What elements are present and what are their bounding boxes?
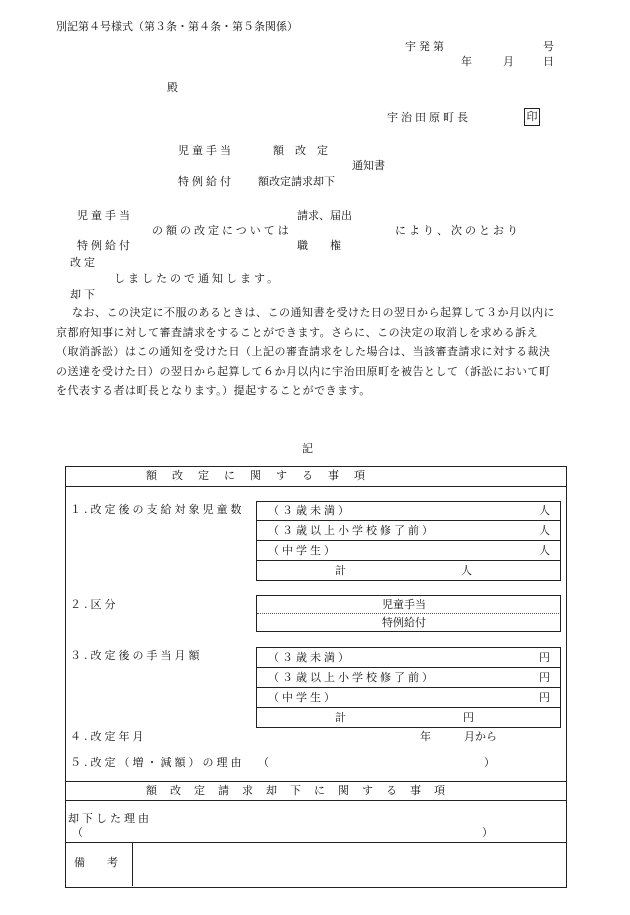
seal-mark: 印 [524,108,540,126]
title-right-bottom: 額改定請求却下 [258,175,335,188]
title-left-top: 児童手当 [178,144,234,157]
item1-total-label: 計 [335,564,346,577]
doc-number-suffix: 号 [543,40,554,53]
table-divider [66,842,566,843]
intro-allowance-2: 特例給付 [77,239,133,252]
item4-month: 月から [464,730,497,743]
intro-allowance-1: 児童手当 [77,209,133,222]
ki-heading: 記 [302,442,313,455]
item3-total-unit: 円 [463,711,474,724]
item3-row-unit: 円 [539,651,550,664]
item1-row-line [257,540,560,541]
date-year: 年 [461,55,472,68]
table-divider [66,486,566,487]
item3-row-label: （中学生） [268,691,338,704]
item3-row-label: （３歳以上小学校修了前） [268,671,436,684]
intro-by-text: により、次のとおり [395,224,521,237]
doc-number-prefix: 宇発第 [405,40,447,53]
item1-total-unit: 人 [461,564,472,577]
item3-row-label: （３歳未満） [268,651,352,664]
date-month: 月 [503,55,514,68]
reject-paren-open: （ [72,826,83,839]
item5-paren-open: （ [258,756,269,769]
item1-row-unit: 人 [539,524,550,537]
intro-notice-text: しましたので通知します。 [114,272,282,285]
addressee: 殿 [167,81,178,94]
date-day: 日 [543,55,554,68]
item2-dotted-divider [257,613,559,614]
title-left-bottom: 特例給付 [178,175,234,188]
item4-year: 年 [420,730,431,743]
item1-row-label: （３歳未満） [268,504,352,517]
title-right-top: 額 改 定 [273,144,328,157]
table-divider [66,800,566,801]
intro-reason-2: 職 権 [297,239,341,252]
item2-label: ２.区分 [70,598,119,611]
table-header-rejection: 額 改 定 請 求 却 下 に 関 す る 事 項 [146,784,446,797]
item2-option-child: 児童手当 [382,598,426,611]
item1-row-line [257,520,560,521]
item5-label: ５.改定（増・減額）の理由 [70,756,245,769]
reject-reason-label: 却下した理由 [68,812,152,825]
item3-row-unit: 円 [539,671,550,684]
appeal-text: なお、この決定に不服のあるときは、この通知書を受けた日の翌日から起算して３か月以内に京都府知事に対して審査請求をすることができます。さらに、この決定の取消しを求める訴え（取消訴訟）はこの通知を受けた日（上記の審査請求をした場合は、当該審査請求に対する裁決の送達を受けた日）の翌日から起算して６か月以内に宇治田原町を被告として（訴訟において町を代表する者は町長となります。）提起することができます。 [56,306,555,398]
item5-paren-close: ） [484,756,495,769]
item3-total-label: 計 [335,711,346,724]
reject-paren-close: ） [482,826,493,839]
table-divider [66,781,566,782]
intro-amount-text: の額の改定については [152,224,292,237]
item1-row-line [257,560,560,561]
remarks-divider [132,842,133,886]
intro-reason-1: 請求、届出 [297,209,352,222]
table-header-revision: 額 改 定 に 関 す る 事 項 [146,469,367,482]
item1-row-label: （３歳以上小学校修了前） [268,524,436,537]
item1-row-unit: 人 [539,544,550,557]
item3-row-line [257,687,560,688]
item3-row-unit: 円 [539,691,550,704]
title-suffix: 通知書 [352,159,385,172]
intro-action-2: 却下 [70,288,98,301]
remarks-label: 備 考 [74,856,118,869]
item3-row-line [257,707,560,708]
form-label: 別記第４号様式（第３条・第４条・第５条関係） [56,20,298,33]
intro-action-1: 改定 [70,256,98,269]
item3-label: ３.改定後の手当月額 [70,649,203,662]
item1-row-label: （中学生） [268,544,338,557]
item3-row-line [257,667,560,668]
item2-option-special: 特例給付 [382,616,426,629]
item1-row-unit: 人 [539,504,550,517]
issuer: 宇治田原町長 [387,111,471,124]
item1-label: １.改定後の支給対象児童数 [70,503,245,516]
item4-label: ４.改定年月 [70,730,147,743]
